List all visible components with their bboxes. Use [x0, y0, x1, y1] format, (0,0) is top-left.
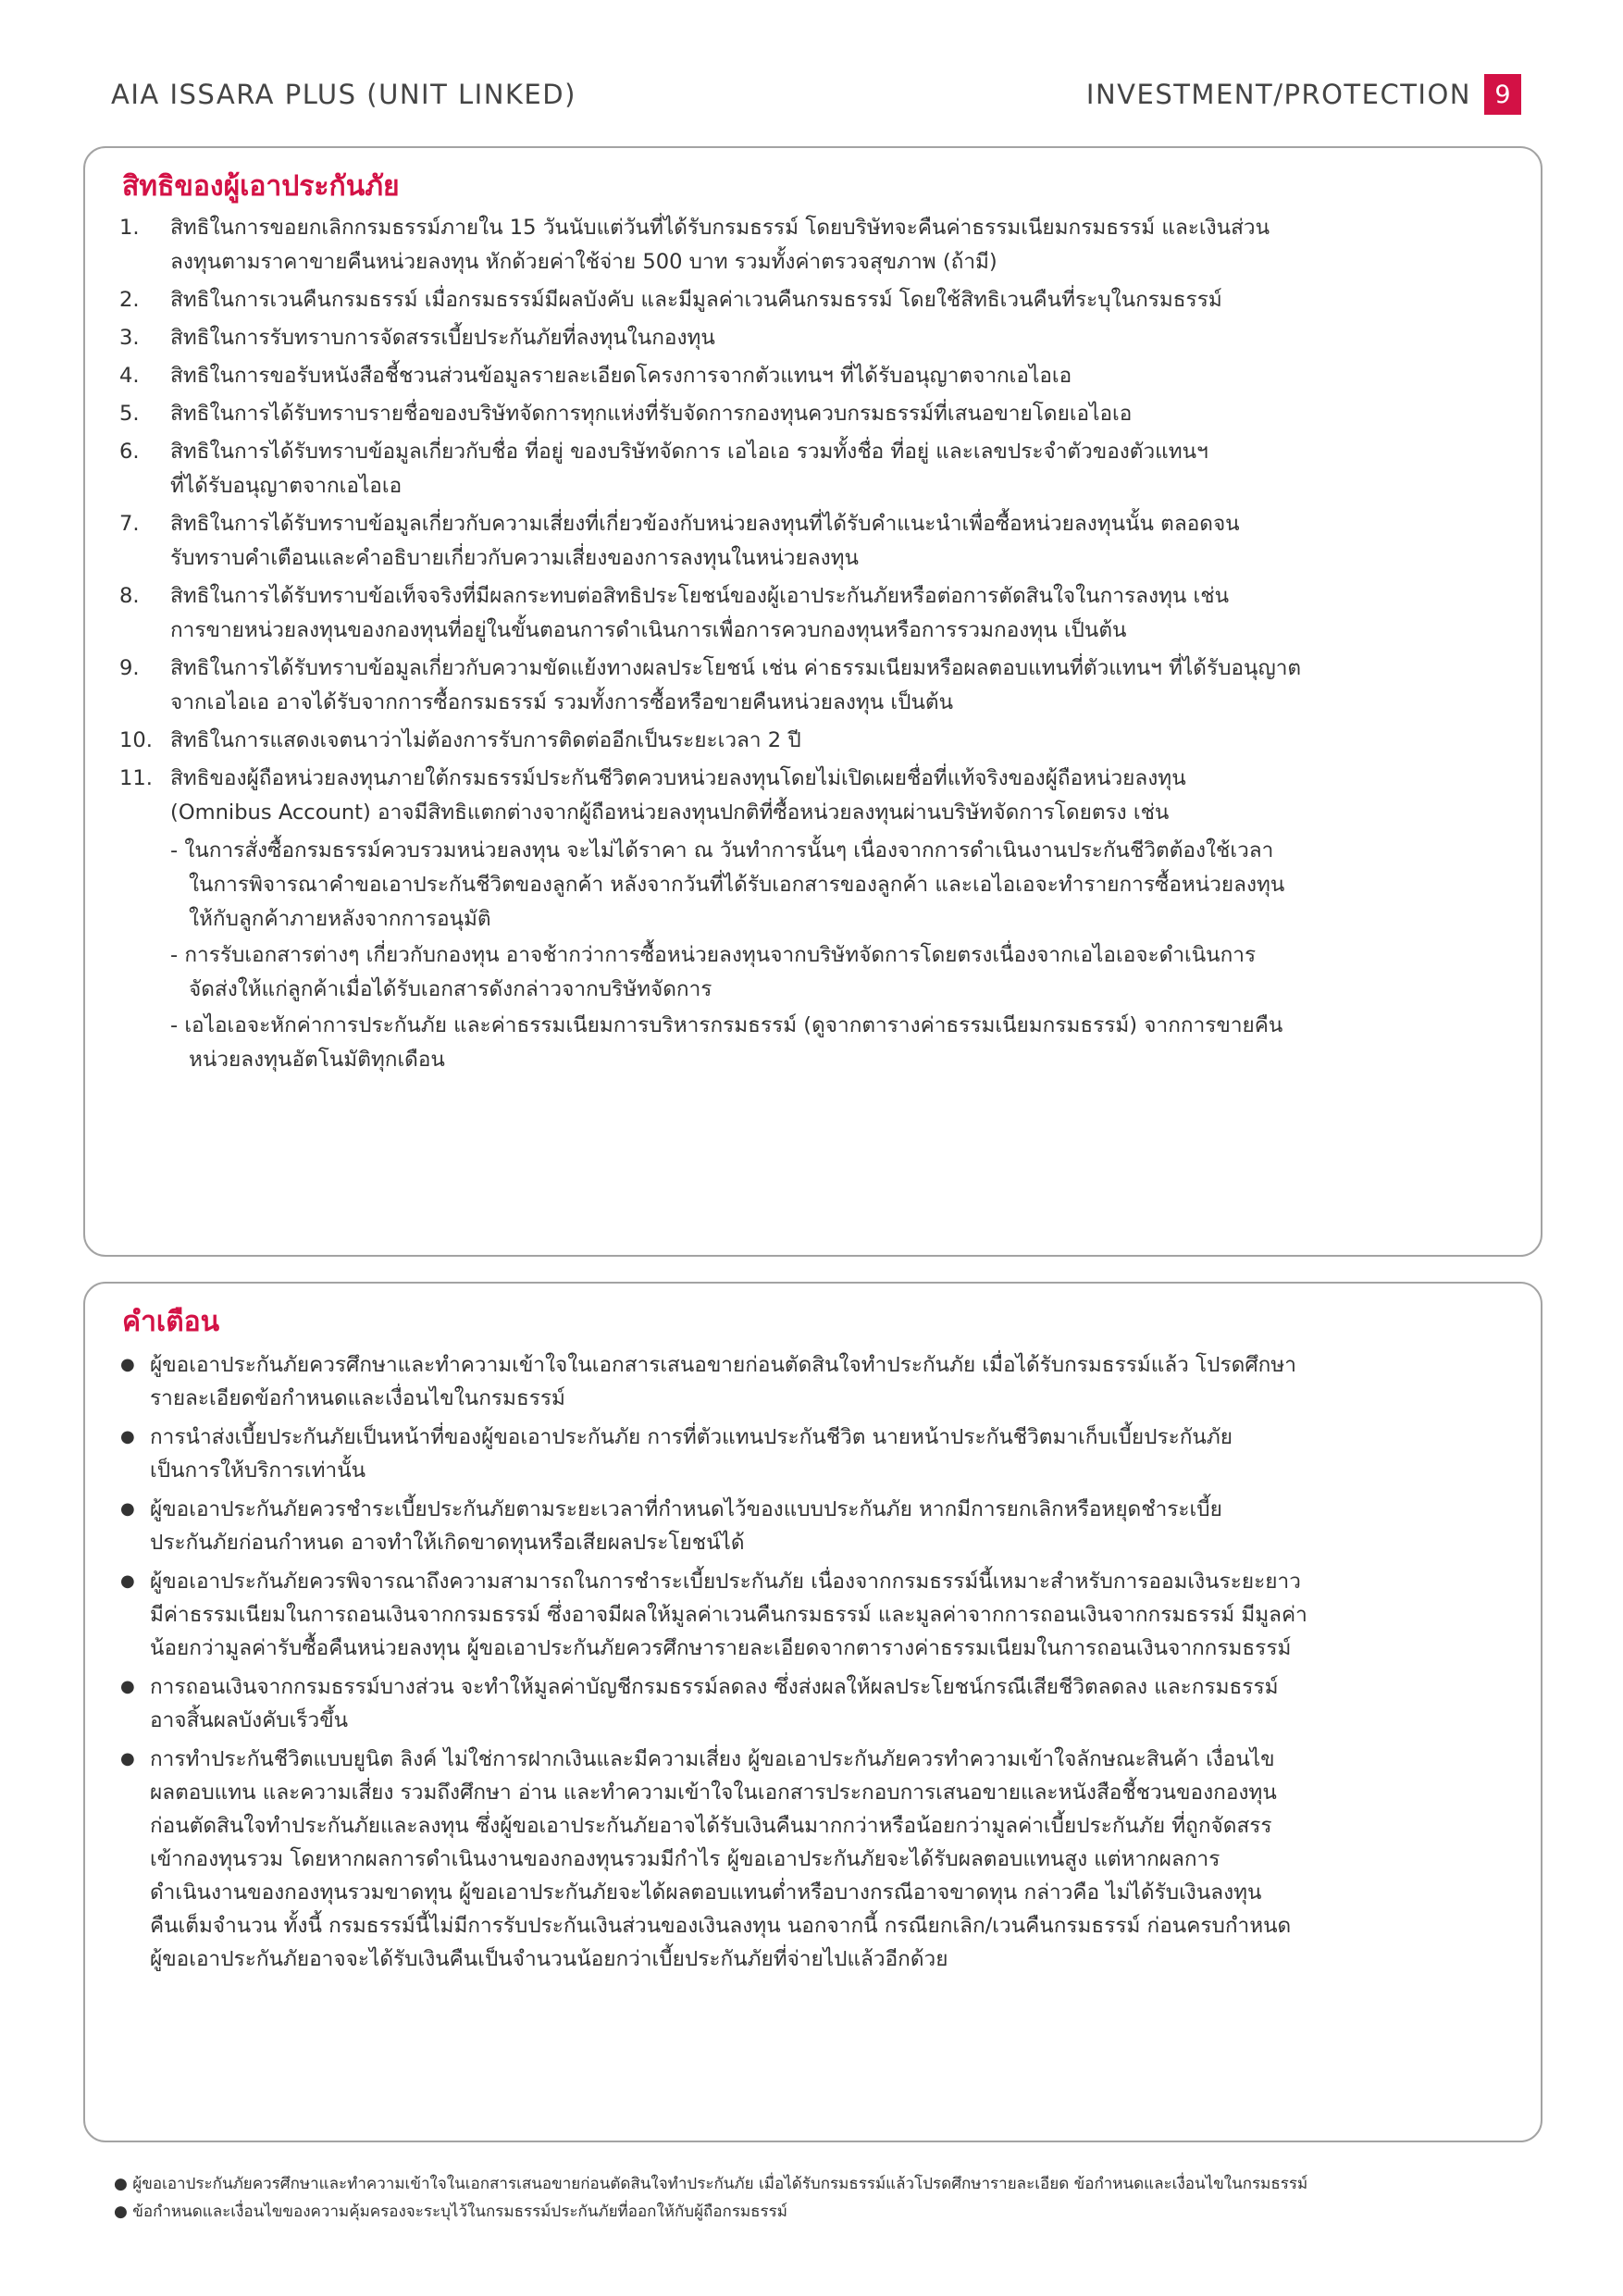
rights-subitem-text: ให้กับลูกค้าภายหลังจากการอนุมัติ — [189, 907, 491, 931]
bullet-icon: ● — [120, 1427, 135, 1446]
rights-subitem-text: - ในการสั่งซื้อกรมธรรม์ควบรวมหน่วยลงทุน จะไม่ได้ราคา ณ วันทำการนั้นๆ เนื่องจากการดำเนินงานประกันชีวิตต้องใช้เวลา — [170, 838, 1274, 863]
warning-item-text: ผู้ขอเอาประกันภัยอาจจะได้รับเงินคืนเป็นจำนวนน้อยกว่าเบี้ยประกันภัยที่จ่ายไปแล้วอีกด้วย — [150, 1947, 948, 1971]
rights-subitem-text: หน่วยลงทุนอัตโนมัติทุกเดือน — [189, 1048, 445, 1072]
warning-item-text: ก่อนตัดสินใจทำประกันภัยและลงทุน ซึ่งผู้ขอเอาประกันภัยอาจได้รับเงินคืนมากกว่าหรือน้อยกว่ามูลค่าเบี้ยประกันภัย ที่ถูกจัดสรร — [150, 1814, 1272, 1838]
rights-subitem-text: จัดส่งให้แก่ลูกค้าเมื่อได้รับเอกสารดังกล่าวจากบริษัทจัดการ — [189, 977, 712, 1001]
bullet-icon: ● — [120, 1499, 135, 1519]
rights-item-text: รับทราบคำเตือนและคำอธิบายเกี่ยวกับความเสี่ยงของการลงทุนในหน่วยลงทุน — [170, 546, 859, 570]
rights-item-number: 6. — [119, 440, 140, 464]
rights-item-number: 4. — [119, 364, 140, 388]
warning-item-text: อาจสิ้นผลบังคับเร็วขึ้น — [150, 1708, 349, 1732]
rights-item-number: 3. — [119, 326, 140, 350]
rights-item-text: สิทธิในการได้รับทราบข้อเท็จจริงที่มีผลกระทบต่อสิทธิประโยชน์ของผู้เอาประกันภัยหรือต่อการตัดสินใจในการลงทุน เช่น — [170, 584, 1230, 608]
rights-subitem-text: - เอไอเอจะหักค่าการประกันภัย และค่าธรรมเนียมการบริหารกรมธรรม์ (ดูจากตารางค่าธรรมเนียมกรมธรรม์) จากการขายคืน — [170, 1013, 1283, 1037]
page-number: 9 — [1484, 74, 1521, 115]
rights-subitem-text: ในการพิจารณาคำขอเอาประกันชีวิตของลูกค้า หลังจากวันที่ได้รับเอกสารของลูกค้า และเอไอเอจะทำรายการซื้อหน่วยลงทุน — [189, 873, 1285, 897]
warning-item-text: ประกันภัยก่อนกำหนด อาจทำให้เกิดขาดทุนหรือเสียผลประโยชน์ได้ — [150, 1531, 745, 1555]
warning-item-text: การนำส่งเบี้ยประกันภัยเป็นหน้าที่ของผู้ขอเอาประกันภัย การที่ตัวแทนประกันชีวิต นายหน้าประกันชีวิตมาเก็บเบี้ยประกันภัย — [150, 1425, 1233, 1449]
rights-item-text: (Omnibus Account) อาจมีสิทธิแตกต่างจากผู้ถือหน่วยลงทุนปกติที่ซื้อหน่วยลงทุนผ่านบริษัทจัดการโดยตรง เช่น — [170, 800, 1170, 825]
warning-item-text: การถอนเงินจากกรมธรรม์บางส่วน จะทำให้มูลค่าบัญชีกรมธรรม์ลดลง ซึ่งส่งผลให้ผลประโยชน์กรณีเสียชีวิตลดลง และกรมธรรม์ — [150, 1675, 1279, 1699]
warning-item-text: คืนเต็มจำนวน ทั้งนี้ กรมธรรม์นี้ไม่มีการรับประกันเงินส่วนของเงินลงทุน นอกจากนี้ กรณียกเลิก/เวนคืนกรมธรรม์ ก่อนครบกำหนด — [150, 1914, 1292, 1938]
bullet-icon: ● — [120, 1749, 135, 1769]
page-header — [111, 74, 1521, 115]
rights-item-number: 10. — [119, 728, 153, 752]
bullet-icon: ● — [120, 1677, 135, 1696]
rights-item-text: สิทธิของผู้ถือหน่วยลงทุนภายใต้กรมธรรม์ประกันชีวิตควบหน่วยลงทุนโดยไม่เปิดเผยชื่อที่แท้จริงของผู้ถือหน่วยลงทุน — [170, 766, 1186, 790]
warnings-box — [83, 1282, 1542, 2142]
warning-item-text: ดำเนินงานของกองทุนรวมขาดทุน ผู้ขอเอาประกันภัยจะได้ผลตอบแทนต่ำหรือบางกรณีอาจขาดทุน กล่าวคือ ไม่ได้รับเงินลงทุน — [150, 1880, 1262, 1905]
warning-item-text: น้อยกว่ามูลค่ารับซื้อคืนหน่วยลงทุน ผู้ขอเอาประกันภัยควรศึกษารายละเอียดจากตารางค่าธรรมเนียมในการถอนเงินจากกรมธรรม์ — [150, 1636, 1292, 1660]
rights-item-text: สิทธิในการได้รับทราบข้อมูลเกี่ยวกับชื่อ ที่อยู่ ของบริษัทจัดการ เอไอเอ รวมทั้งชื่อ ที่อยู่ และเลขประจำตัวของตัวแทนฯ — [170, 440, 1208, 464]
rights-item-text: สิทธิในการได้รับทราบรายชื่อของบริษัทจัดการทุกแห่งที่รับจัดการกองทุนควบกรมธรรม์ที่เสนอขายโดยเอไอเอ — [170, 402, 1133, 426]
footnote: ● ข้อกำหนดและเงื่อนไขของความคุ้มครองจะระบุไว้ในกรมธรรม์ประกันภัยที่ออกให้กับผู้ถือกรมธรรม์ — [114, 2203, 788, 2221]
warning-item-text: เข้ากองทุนรวม โดยหากผลการดำเนินงานของกองทุนรวมมีกำไร ผู้ขอเอาประกันภัยจะได้รับผลตอบแทนสูง แต่หากผลการ — [150, 1847, 1220, 1871]
rights-item-text: สิทธิในการรับทราบการจัดสรรเบี้ยประกันภัยที่ลงทุนในกองทุน — [170, 326, 715, 350]
rights-title: สิทธิของผู้เอาประกันภัย — [122, 170, 400, 203]
rights-item-number: 5. — [119, 402, 140, 426]
rights-item-number: 9. — [119, 656, 140, 680]
rights-item-text: สิทธิในการแสดงเจตนาว่าไม่ต้องการรับการติดต่ออีกเป็นระยะเวลา 2 ปี — [170, 728, 801, 752]
footnotes — [114, 2170, 1307, 2226]
rights-subitem-text: - การรับเอกสารต่างๆ เกี่ยวกับกองทุน อาจช้ากว่าการซื้อหน่วยลงทุนจากบริษัทจัดการโดยตรงเนื่องจากเอไอเอจะดำเนินการ — [170, 943, 1257, 967]
rights-item-text: จากเอไอเอ อาจได้รับจากการซื้อกรมธรรม์ รวมทั้งการซื้อหรือขายคืนหน่วยลงทุน เป็นต้น — [170, 690, 954, 714]
rights-item-text: สิทธิในการได้รับทราบข้อมูลเกี่ยวกับความเสี่ยงที่เกี่ยวข้องกับหน่วยลงทุนที่ได้รับคำแนะนำเพื่อซื้อหน่วยลงทุนนั้น ตลอดจน — [170, 512, 1240, 536]
warning-item-text: มีค่าธรรมเนียมในการถอนเงินจากกรมธรรม์ ซึ่งอาจมีผลให้มูลค่าเวนคืนกรมธรรม์ และมูลค่าจากการถอนเงินจากกรมธรรม์ มีมูลค่า — [150, 1603, 1307, 1627]
warning-item-text: รายละเอียดข้อกำหนดและเงื่อนไขในกรมธรรม์ — [150, 1386, 565, 1410]
footnote: ● ผู้ขอเอาประกันภัยควรศึกษาและทำความเข้าใจในเอกสารเสนอขายก่อนตัดสินใจทำประกันภัย เมื่อได้รับกรมธรรม์แล้วโปรดศึกษารายละเอียด ข้อกำหนดและเงื่อนไขในกรมธรรม์ — [114, 2175, 1308, 2193]
warnings-title: คำเตือน — [122, 1306, 220, 1338]
rights-item-number: 7. — [119, 512, 140, 536]
section-label: INVESTMENT/PROTECTION — [1085, 79, 1471, 110]
warning-item-text: ผู้ขอเอาประกันภัยควรชำระเบี้ยประกันภัยตามระยะเวลาที่กำหนดไว้ของแบบประกันภัย หากมีการยกเลิกหรือหยุดชำระเบี้ย — [150, 1497, 1222, 1521]
header-right — [1086, 74, 1521, 115]
warning-item-text: การทำประกันชีวิตแบบยูนิต ลิงค์ ไม่ใช่การฝากเงินและมีความเสี่ยง ผู้ขอเอาประกันภัยควรทำความเข้าใจลักษณะสินค้า เงื่อนไข — [150, 1747, 1275, 1771]
rights-item-text: สิทธิในการขอยกเลิกกรมธรรม์ภายใน 15 วันนับแต่วันที่ได้รับกรมธรรม์ โดยบริษัทจะคืนค่าธรรมเนียมกรมธรรม์ และเงินส่วน — [170, 216, 1270, 240]
rights-item-number: 2. — [119, 288, 140, 312]
rights-item-number: 11. — [119, 766, 153, 790]
warning-item-text: ผู้ขอเอาประกันภัยควรศึกษาและทำความเข้าใจในเอกสารเสนอขายก่อนตัดสินใจทำประกันภัย เมื่อได้รับกรมธรรม์แล้ว โปรดศึกษา — [150, 1353, 1296, 1377]
rights-box — [83, 146, 1542, 1257]
warning-item-text: ผลตอบแทน และความเสี่ยง รวมถึงศึกษา อ่าน และทำความเข้าใจในเอกสารประกอบการเสนอขายและหนังสือชี้ชวนของกองทุน — [150, 1781, 1277, 1805]
rights-item-number: 1. — [119, 216, 140, 240]
rights-item-number: 8. — [119, 584, 140, 608]
rights-item-text: การขายหน่วยลงทุนของกองทุนที่อยู่ในขั้นตอนการดำเนินการเพื่อการควบกองทุนหรือการรวมกองทุน เป็นต้น — [170, 618, 1127, 642]
bullet-icon: ● — [120, 1571, 135, 1591]
rights-item-text: สิทธิในการขอรับหนังสือชี้ชวนส่วนข้อมูลรายละเอียดโครงการจากตัวแทนฯ ที่ได้รับอนุญาตจากเอไอเอ — [170, 364, 1072, 388]
bullet-icon: ● — [120, 1355, 135, 1374]
warning-item-text: ผู้ขอเอาประกันภัยควรพิจารณาถึงความสามารถในการชำระเบี้ยประกันภัย เนื่องจากกรมธรรม์นี้เหมาะสำหรับการออมเงินระยะยาว — [150, 1570, 1301, 1594]
product-title: AIA ISSARA PLUS (UNIT LINKED) — [111, 79, 576, 110]
rights-item-text: สิทธิในการได้รับทราบข้อมูลเกี่ยวกับความขัดแย้งทางผลประโยชน์ เช่น ค่าธรรมเนียมหรือผลตอบแทนที่ตัวแทนฯ ที่ได้รับอนุญาต — [170, 656, 1302, 680]
rights-item-text: ลงทุนตามราคาขายคืนหน่วยลงทุน หักด้วยค่าใช้จ่าย 500 บาท รวมทั้งค่าตรวจสุขภาพ (ถ้ามี) — [170, 250, 997, 274]
rights-item-text: ที่ได้รับอนุญาตจากเอไอเอ — [170, 474, 403, 498]
rights-item-text: สิทธิในการเวนคืนกรมธรรม์ เมื่อกรมธรรม์มีผลบังคับ และมีมูลค่าเวนคืนกรมธรรม์ โดยใช้สิทธิเวนคืนที่ระบุในกรมธรรม์ — [170, 288, 1222, 312]
warning-item-text: เป็นการให้บริการเท่านั้น — [150, 1458, 366, 1483]
